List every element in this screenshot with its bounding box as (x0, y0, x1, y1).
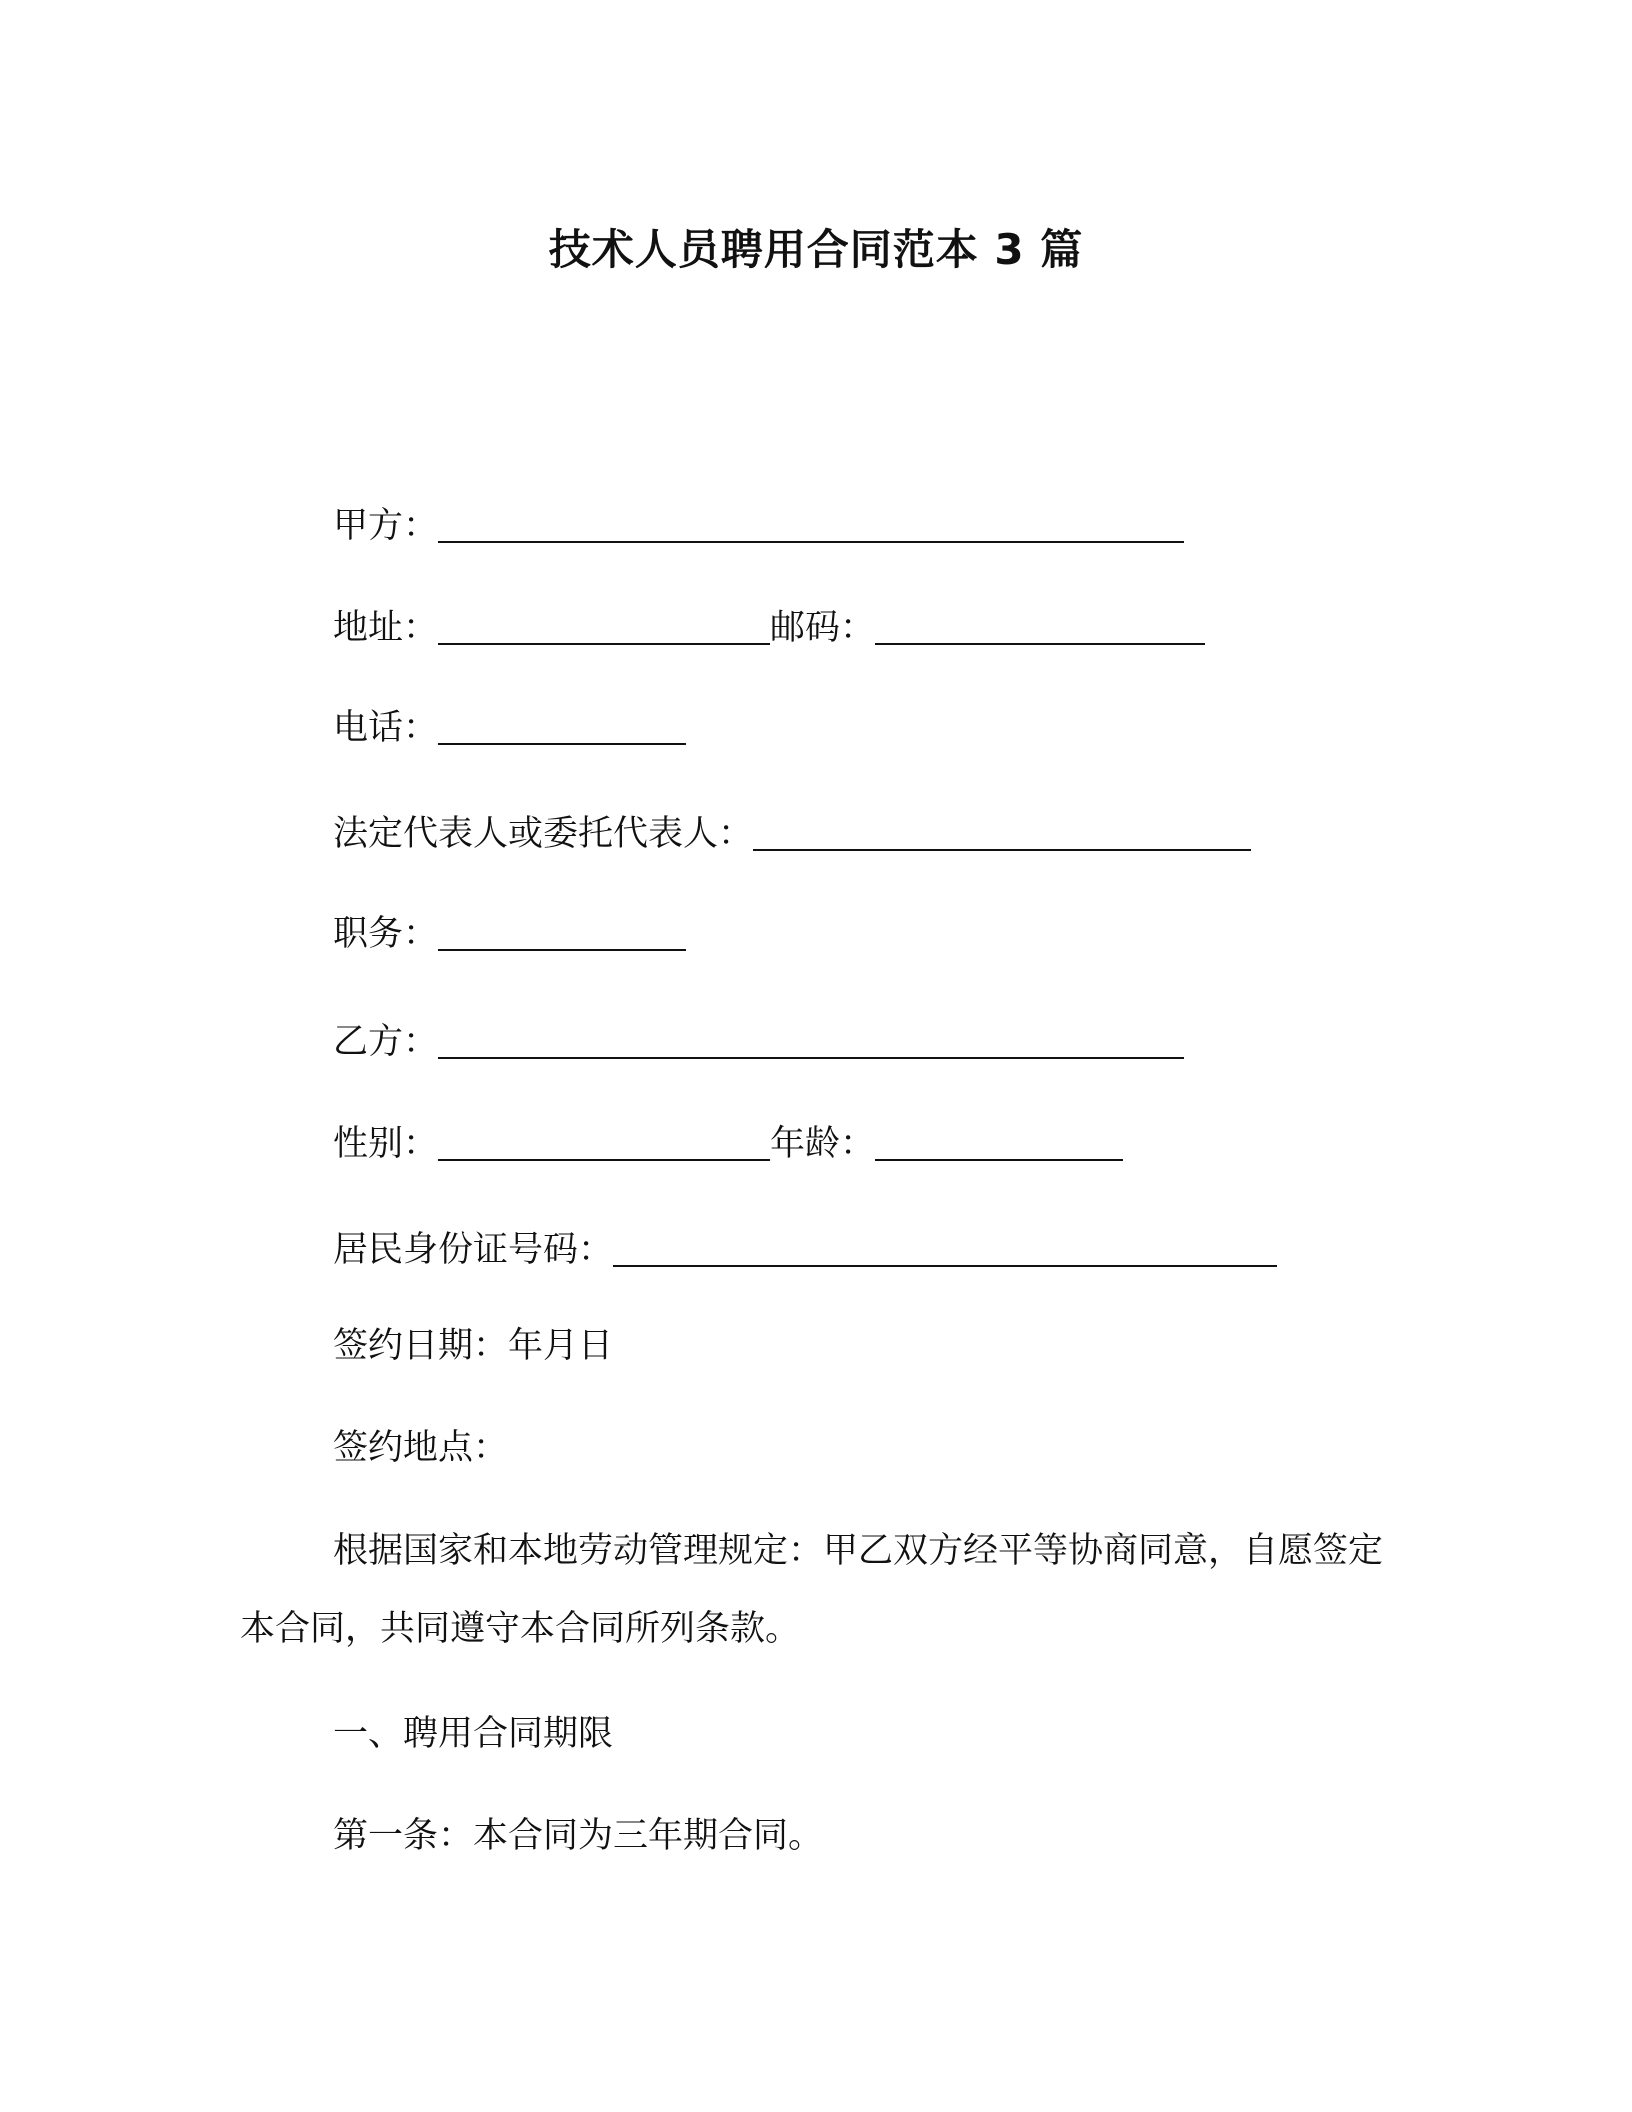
age-blank[interactable] (875, 1123, 1123, 1161)
address-label: 地址： (333, 608, 439, 648)
document-title: 技术人员聘用合同范本 3 篇 (548, 225, 1084, 274)
gender-blank[interactable] (438, 1123, 770, 1161)
id-number-blank[interactable] (613, 1229, 1277, 1267)
position-label: 职务： (333, 914, 439, 954)
field-phone (333, 704, 686, 752)
age-label: 年龄： (770, 1124, 876, 1164)
party-a-label: 甲方： (333, 506, 439, 546)
article-1: 第一条：本合同为三年期合同。 (333, 1816, 824, 1856)
position-blank[interactable] (438, 913, 686, 951)
party-b-blank[interactable] (438, 1021, 1184, 1059)
field-party-a (333, 502, 1184, 550)
field-representative (333, 810, 1251, 858)
intro-paragraph: 根据国家和本地劳动管理规定：甲乙双方经平等协商同意，自愿签定本合同，共同遵守本合同所列条款。 (240, 1531, 1384, 1649)
field-sign-date (333, 1322, 613, 1370)
party-b-label: 乙方： (333, 1022, 439, 1062)
phone-label: 电话： (333, 708, 439, 748)
gender-label: 性别： (333, 1124, 439, 1164)
sign-place-label: 签约地点： (333, 1428, 509, 1468)
representative-blank[interactable] (753, 813, 1251, 851)
field-party-b (333, 1018, 1184, 1066)
party-a-blank[interactable] (438, 505, 1184, 543)
field-position (333, 910, 686, 958)
field-id-number (333, 1226, 1277, 1274)
id-number-label: 居民身份证号码： (333, 1230, 614, 1270)
representative-label: 法定代表人或委托代表人： (333, 814, 754, 854)
section-1-heading: 一、聘用合同期限 (333, 1714, 614, 1754)
field-sign-place (333, 1424, 508, 1472)
phone-blank[interactable] (438, 707, 686, 745)
address-blank[interactable] (438, 607, 770, 645)
sign-date-label: 签约日期：年月日 (333, 1326, 614, 1366)
postcode-blank[interactable] (875, 607, 1205, 645)
field-address-postcode (333, 604, 1205, 652)
postcode-label: 邮码： (770, 608, 876, 648)
field-gender-age (333, 1120, 1123, 1168)
